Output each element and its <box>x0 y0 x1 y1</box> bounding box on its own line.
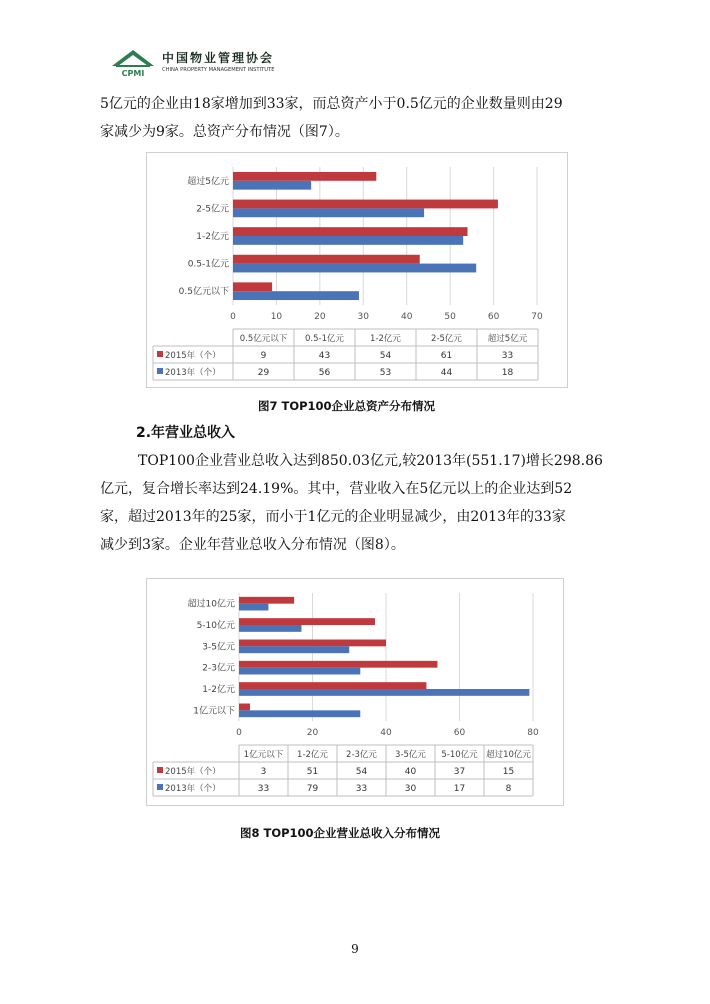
table-value-cell: 43 <box>318 351 331 361</box>
table-value-cell: 56 <box>318 368 331 378</box>
chart-revenue <box>146 578 564 806</box>
bar-2013 <box>233 181 311 190</box>
logo-abbr: CPMI <box>121 69 145 78</box>
section-2-line-4: 减少到3家。企业年营业总收入分布情况（图8）。 <box>100 537 405 553</box>
section-2-line-3: 家，超过2013年的25家，而小于1亿元的企业明显减少，由2013年的33家 <box>100 509 566 525</box>
header-logo <box>110 46 300 78</box>
table-value-cell: 54 <box>355 767 368 777</box>
x-tick-label: 0 <box>236 728 242 738</box>
legend-label: 2013年（个） <box>165 368 221 378</box>
table-header-cell: 0.5亿元以下 <box>239 334 288 344</box>
intro-line-2: 家减少为9家。总资产分布情况（图7）。 <box>100 124 349 140</box>
table-header-cell: 1亿元以下 <box>243 750 284 760</box>
table-value-cell: 40 <box>404 767 417 777</box>
table-value-cell: 61 <box>440 351 453 361</box>
cpmi-logo-icon <box>110 48 156 78</box>
table-value-cell: 53 <box>379 368 392 378</box>
table-value-cell: 9 <box>260 351 267 361</box>
x-tick-label: 0 <box>230 312 236 322</box>
intro-paragraph <box>100 90 630 146</box>
table-header-cell: 0.5-1亿元 <box>305 334 344 344</box>
bar-2015 <box>239 661 437 668</box>
x-tick-label: 50 <box>444 312 456 322</box>
bar-2015 <box>239 640 386 647</box>
legend-key-2013 <box>157 368 163 374</box>
logo-english-name: CHINA PROPERTY MANAGEMENT INSTITUTE <box>162 67 275 73</box>
bar-2015 <box>233 255 420 264</box>
bar-2015 <box>233 227 468 236</box>
legend-key-2013 <box>157 784 163 790</box>
section-2-line-1: TOP100企业营业总收入达到850.03亿元,较2013年(551.17)增长298.86 <box>138 453 603 469</box>
y-category-label: 3-5亿元 <box>202 642 235 653</box>
y-category-label: 5-10亿元 <box>196 621 235 631</box>
legend-label: 2015年（个） <box>165 351 221 361</box>
x-tick-label: 80 <box>527 728 539 738</box>
table-value-cell: 51 <box>306 767 319 777</box>
table-header-cell: 2-3亿元 <box>346 750 377 760</box>
bar-2015 <box>233 172 376 181</box>
y-category-label: 0.5亿元以下 <box>178 287 229 298</box>
intro-line-1: 5亿元的企业由18家增加到33家，而总资产小于0.5亿元的企业数量则由29 <box>100 96 563 112</box>
table-value-cell: 33 <box>501 351 514 361</box>
x-tick-label: 10 <box>270 312 283 322</box>
table-value-cell: 3 <box>260 767 267 777</box>
legend-label: 2015年（个） <box>165 767 221 777</box>
bar-2013 <box>239 689 529 696</box>
bar-2013 <box>239 710 360 717</box>
section-2-paragraph <box>100 447 630 559</box>
y-category-label: 1亿元以下 <box>193 706 235 717</box>
table-value-cell: 8 <box>505 784 512 794</box>
table-value-cell: 54 <box>379 351 392 361</box>
section-2-heading: 2.年营业总收入 <box>136 425 236 441</box>
bar-2015 <box>233 282 272 291</box>
logo-chinese-name: 中国物业管理协会 <box>162 51 275 65</box>
legend-label: 2013年（个） <box>165 784 221 794</box>
figure-7-caption: 图7 TOP100企业总资产分布情况 <box>258 399 436 413</box>
y-category-label: 0.5-1亿元 <box>187 259 229 270</box>
x-tick-label: 40 <box>400 312 413 322</box>
legend-key-2015 <box>157 767 163 773</box>
y-category-label: 超过10亿元 <box>187 599 235 610</box>
legend-key-2015 <box>157 351 163 357</box>
x-tick-label: 20 <box>306 728 319 738</box>
x-tick-label: 20 <box>314 312 326 322</box>
table-value-cell: 15 <box>502 767 515 777</box>
page-number: 9 <box>351 942 359 956</box>
y-category-label: 1-2亿元 <box>202 685 235 695</box>
bar-2013 <box>239 625 301 632</box>
table-value-cell: 33 <box>355 784 368 794</box>
bar-2013 <box>239 668 360 675</box>
y-category-label: 2-3亿元 <box>202 663 235 674</box>
table-value-cell: 18 <box>501 368 514 378</box>
bar-2013 <box>239 604 268 611</box>
figure-8-caption: 图8 TOP100企业营业总收入分布情况 <box>240 826 441 840</box>
bar-2015 <box>239 704 250 711</box>
bar-2013 <box>239 646 349 653</box>
table-header-cell: 1-2亿元 <box>297 750 328 760</box>
table-header-cell: 5-10亿元 <box>441 750 478 760</box>
x-tick-label: 30 <box>357 312 370 322</box>
table-value-cell: 29 <box>257 368 270 378</box>
table-value-cell: 30 <box>404 784 417 794</box>
table-value-cell: 33 <box>257 784 270 794</box>
section-2-line-2: 亿元，复合增长率达到24.19%。其中，营业收入在5亿元以上的企业达到52 <box>100 481 573 497</box>
bar-2015 <box>239 618 375 625</box>
table-header-cell: 3-5亿元 <box>395 750 426 760</box>
y-category-label: 2-5亿元 <box>196 204 229 215</box>
table-value-cell: 79 <box>306 784 319 794</box>
chart-total-assets <box>146 152 568 388</box>
bar-2015 <box>239 597 294 604</box>
x-tick-label: 60 <box>487 312 500 322</box>
bar-2013 <box>233 208 424 217</box>
table-header-cell: 1-2亿元 <box>370 334 401 344</box>
y-category-label: 超过5亿元 <box>187 176 229 187</box>
x-tick-label: 60 <box>453 728 466 738</box>
bar-2013 <box>233 264 476 273</box>
chart-total-assets-svg <box>147 153 567 387</box>
y-category-label: 1-2亿元 <box>196 232 229 242</box>
bar-2015 <box>239 682 426 689</box>
table-header-cell: 超过10亿元 <box>486 750 531 760</box>
chart-revenue-svg <box>147 579 563 805</box>
table-header-cell: 2-5亿元 <box>431 334 462 344</box>
bar-2013 <box>233 291 359 300</box>
x-tick-label: 40 <box>380 728 392 738</box>
bar-2015 <box>233 200 498 209</box>
table-value-cell: 44 <box>440 368 453 378</box>
table-value-cell: 37 <box>453 767 466 777</box>
x-tick-label: 70 <box>531 312 543 322</box>
table-header-cell: 超过5亿元 <box>487 334 528 344</box>
bar-2013 <box>233 236 463 245</box>
table-value-cell: 17 <box>453 784 466 794</box>
